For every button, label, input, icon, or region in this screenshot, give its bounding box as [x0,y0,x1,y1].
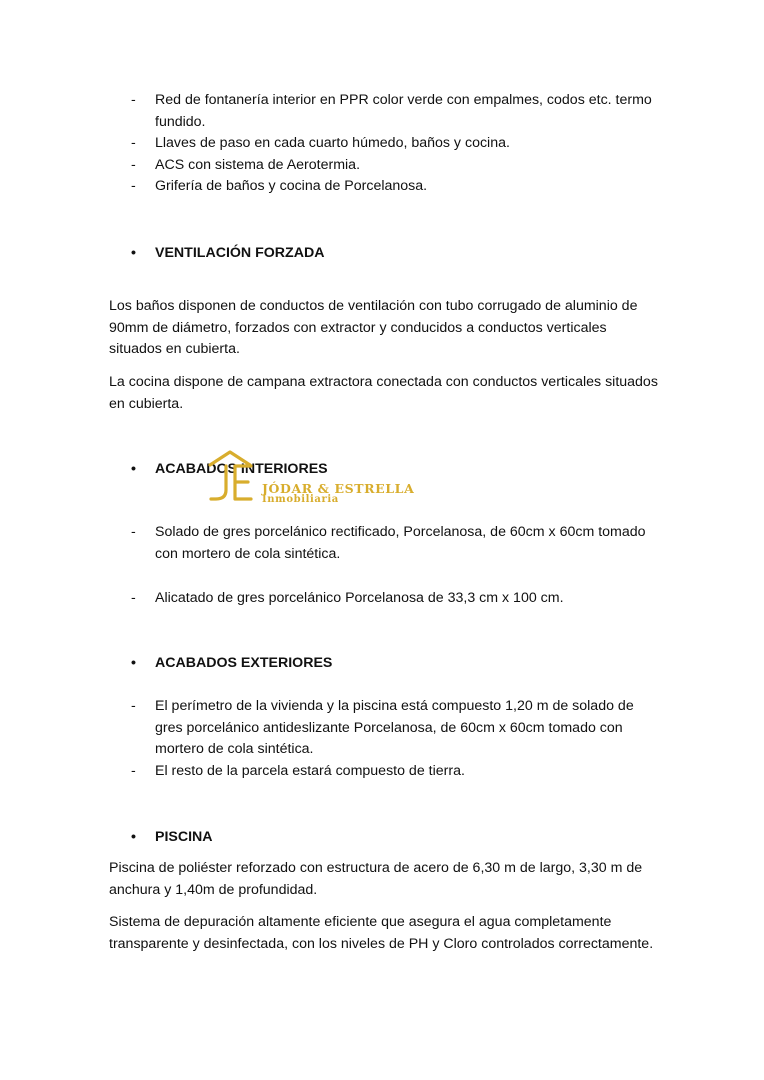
list-item-text: Llaves de paso en cada cuarto húmedo, baños y cocina. [155,135,510,151]
dash-marker: - [131,762,136,779]
list-item-text: El perímetro de la vivienda y la piscina está compuesto 1,20 m de solado de gres porcelánico antideslizante Porcelanosa, de 60cm x 60cm tomado con mortero de cola sintética. [155,698,634,757]
bullet-marker: • [131,829,136,845]
bullet-marker: • [131,461,136,477]
paragraph: Piscina de poliéster reforzado con estructura de acero de 6,30 m de largo, 3,30 m de anchura y 1,40m de profundidad. [109,860,643,898]
list-item-text: El resto de la parcela estará compuesto de tierra. [155,762,465,779]
logo-name: JÓDAR & ESTRELLA [262,481,415,496]
heading-text: ACABADOS EXTERIORES [155,655,333,671]
bullet-marker: • [131,245,136,261]
list-item [0,588,655,610]
logo-subtitle: Inmobiliaria [262,494,339,505]
paragraph: La cocina dispone de campana extractora conectada con conductos verticales situados en cubierta. [109,374,658,412]
heading-text: ACABADOS INTERIORES [155,461,328,477]
letter-j-shape [211,466,226,499]
paragraph: Los baños disponen de conductos de ventilación con tubo corrugado de aluminio de 90mm de diámetro, forzados con extractor y conducidos a conductos verticales situados en cubierta. [109,298,638,357]
interior-list [0,522,764,565]
list-item [0,176,655,198]
dash-marker: - [131,524,136,540]
list-item [0,696,655,761]
exterior-list [0,696,764,782]
list-item [0,133,655,155]
list-item-text: Grifería de baños y cocina de Porcelanosa. [155,178,428,194]
dash-marker: - [131,590,136,606]
dash-marker: - [131,92,136,108]
list-item-text: ACS con sistema de Aerotermia. [155,156,361,173]
heading-text: VENTILACIÓN FORZADA [155,245,325,261]
interior-list [0,588,764,610]
bullet-marker: • [131,655,136,671]
list-item [0,761,655,783]
dash-marker: - [131,178,136,194]
paragraph: Sistema de depuración altamente eficiente que asegura el agua completamente transparente y desinfectada, con los niveles de PH y Cloro controlados correctamente. [109,914,654,952]
list-item-text: Solado de gres porcelánico rectificado, Porcelanosa, de 60cm x 60cm tomado con mortero de cola sintética. [155,524,646,562]
letter-e-shape [235,466,251,499]
list-item-text: Red de fontanería interior en PPR color verde con empalmes, codos etc. termo fundido. [155,92,652,130]
list-item [0,90,655,133]
dash-marker: - [131,698,136,714]
dash-marker: - [131,156,136,173]
list-item-text: Alicatado de gres porcelánico Porcelanosa de 33,3 cm x 100 cm. [155,590,564,606]
dash-marker: - [131,135,136,151]
heading-text: PISCINA [155,829,213,845]
list-item [0,522,655,565]
plumbing-list [0,90,764,198]
roof-shape [210,452,250,465]
list-item [0,155,655,177]
